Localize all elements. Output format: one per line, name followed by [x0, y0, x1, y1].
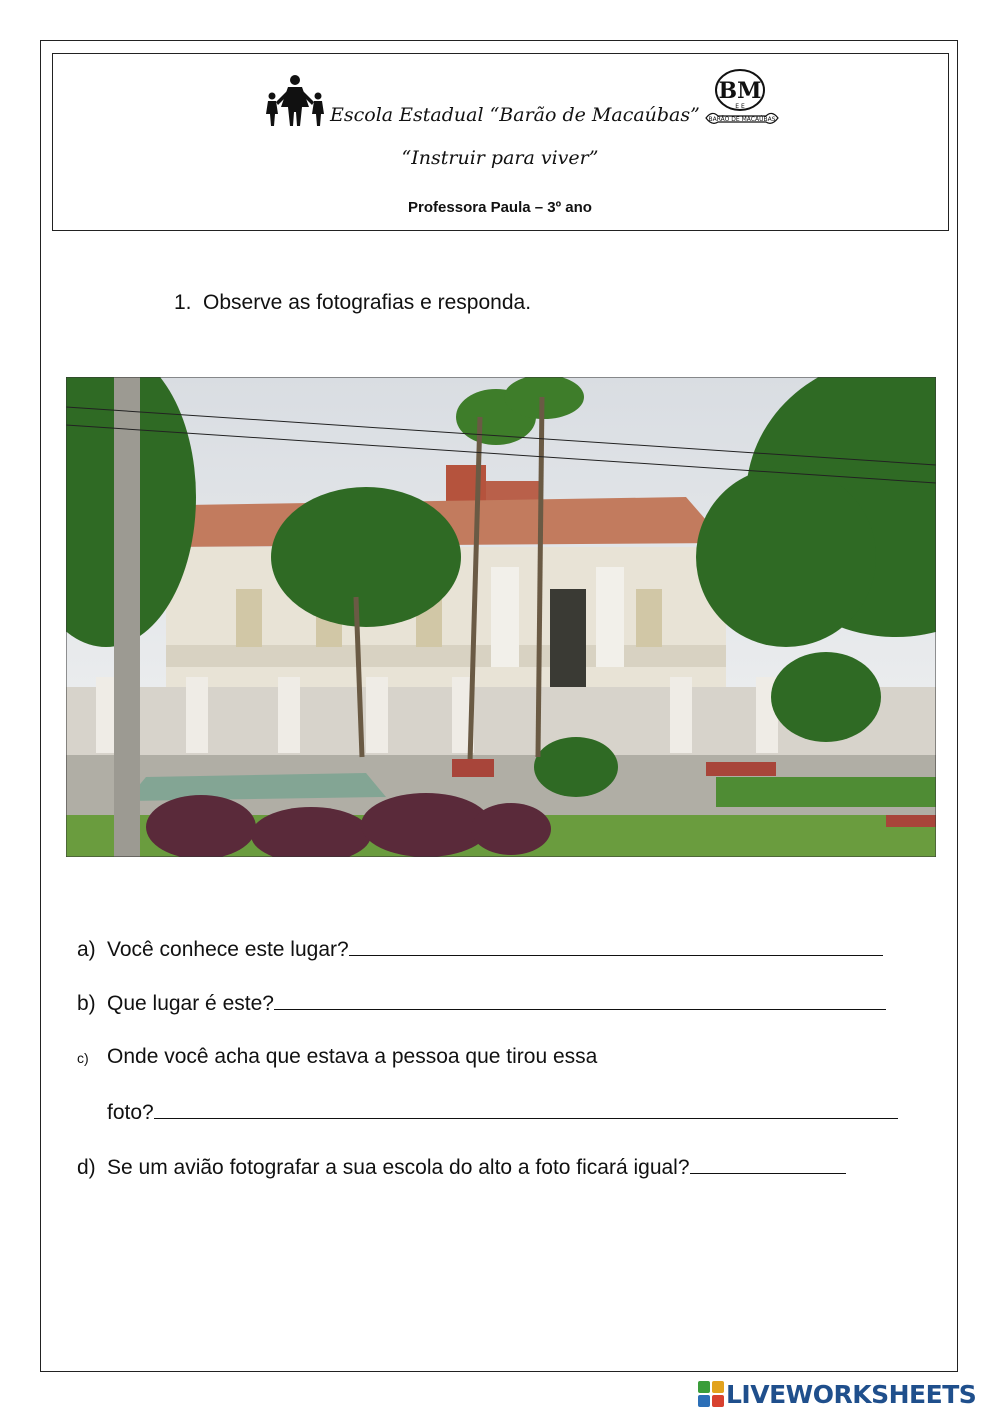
school-building-photo — [66, 377, 936, 857]
question-b-text: Que lugar é este? — [107, 992, 274, 1015]
logo-banner-text: BARÃO DE MACAÚBAS — [708, 116, 776, 123]
family-icon — [262, 74, 328, 130]
question-a-text: Você conhece este lugar? — [107, 938, 349, 961]
question-d-text: Se um avião fotografar a sua escola do alto a foto ficará igual? — [107, 1156, 690, 1179]
question-1-number: 1. — [174, 291, 192, 314]
logo-initials: E E — [735, 103, 745, 110]
answer-c-blank[interactable] — [154, 1100, 898, 1119]
question-b — [77, 991, 886, 1016]
teacher-line: Professora Paula – 3º ano — [408, 199, 592, 216]
question-a — [77, 937, 883, 962]
liveworksheets-logo-icon — [698, 1381, 724, 1407]
answer-b-blank[interactable] — [274, 991, 886, 1010]
school-motto: “Instruir para viver” — [401, 147, 599, 169]
question-a-label: a) — [77, 938, 96, 961]
liveworksheets-brand[interactable] — [698, 1378, 976, 1410]
answer-d-blank[interactable] — [690, 1155, 846, 1174]
question-1-text: Observe as fotografias e responda. — [203, 291, 532, 314]
question-c-label: c) — [77, 1050, 89, 1066]
question-d — [77, 1155, 846, 1180]
liveworksheets-brand-text: LIVEWORKSHEETS — [726, 1379, 977, 1409]
school-name: Escola Estadual “Barão de Macaúbas” — [330, 104, 700, 126]
question-c — [77, 1045, 597, 1069]
answer-a-blank[interactable] — [349, 937, 883, 956]
school-logo — [702, 66, 782, 130]
question-c-continued — [77, 1100, 898, 1125]
question-c-continued-text: foto? — [107, 1101, 154, 1124]
question-c-text: Onde você acha que estava a pessoa que tirou essa — [107, 1045, 598, 1068]
school-header — [262, 66, 782, 130]
question-1 — [174, 291, 531, 315]
question-b-label: b) — [77, 992, 96, 1015]
logo-monogram: BM — [718, 78, 762, 104]
question-d-label: d) — [77, 1156, 96, 1179]
